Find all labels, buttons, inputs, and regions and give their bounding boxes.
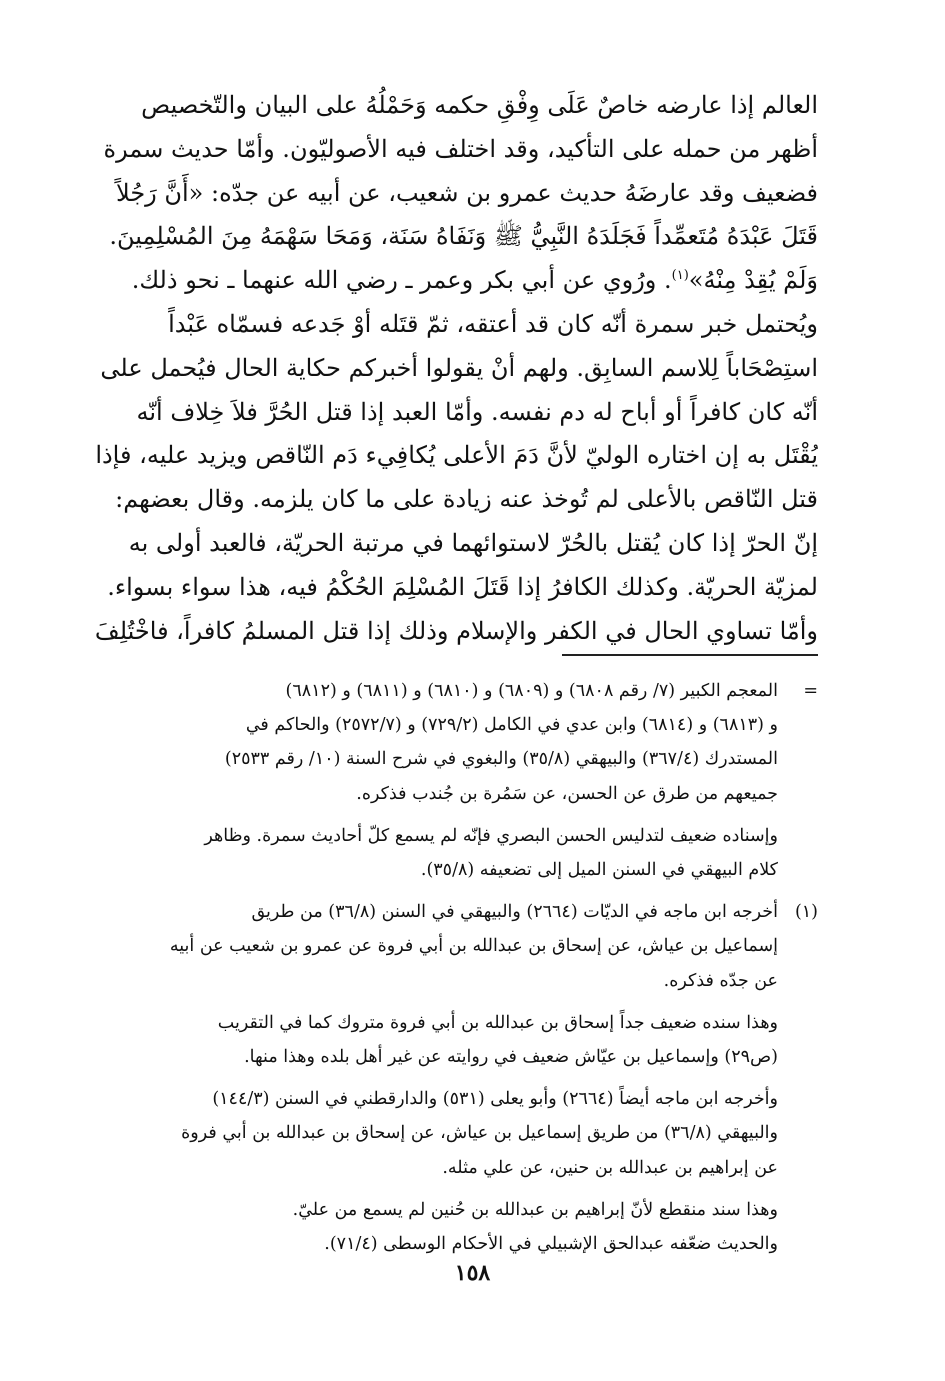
fn1-p3-line-3: عن إبراهيم بن عبدالله بن حنين، عن علي مثله.: [442, 1157, 778, 1178]
body-line-5-rest: . ورُوي عن أبي بكر وعمر ـ رضي الله عنهما ـ نحو ذلك.: [131, 266, 672, 295]
fn1-p5-line-1: والحديث ضعّفه عبدالحق الإشبيلي في الأحكام الوسطى (٧١/٤).: [324, 1234, 778, 1255]
fn1-p3-line-1: وأخرجه ابن ماجه أيضاً (٢٦٦٤) وأبو يعلى (٥٣١) والدارقطني في السنن (١٤٤/٣): [212, 1089, 778, 1110]
body-line-12: لمزيّة الحريّة. وكذلك الكافرُ إذا قَتَلَ المُسْلِمَ الحُكْمُ فيه، هذا سواء بسواء.: [107, 572, 818, 601]
body-line-13: وأمّا تساوي الحال في الكفر والإسلام وذلك إذا قتل المسلمُ كافراً، فاخْتُلِفَ: [94, 616, 818, 645]
fn-cont-line-4: جميعهم من طرق عن الحسن، عن سَمُرة بن جُندب فذكره.: [356, 783, 778, 804]
fn-cont-p2-line-1: وإسناده ضعيف لتدليس الحسن البصري فإنّه لم يسمع كلّ أحاديث سمرة. وظاهر: [204, 825, 778, 846]
body-line-5: [70, 259, 818, 303]
footnote-ref[interactable]: (١): [671, 268, 689, 284]
body-line-4: قَتَلَ عَبْدَهُ مُتَعمِّداً فَجَلَدَهُ النَّبِيُّ ﷺ وَنَفَاهُ سَنَة، وَمَحَا سَهْمَهُ مِنَ المُسْلِمِينَ.: [109, 222, 818, 251]
body-line-11: إنّ الحرّ إذا كان يُقتل بالحُرّ لاستوائهما في مرتبة الحريّة، فالعبد أولى به: [128, 528, 818, 557]
footnotes: [70, 674, 818, 1261]
body-line-9: يُقْتَل به إن اختاره الوليّ لأنَّ دَمَ الأعلى يُكافِيء دَم النّاقص ويزيد عليه، فإذا: [95, 441, 818, 470]
body-line-8: أنّه كان كافراً أو أباح له دم نفسه. وأمّا العبد إذا قتل الحُرَّ فلاَ خِلاف أنّه: [136, 397, 818, 426]
page-number: ١٥٨: [454, 1260, 491, 1286]
continuation-marker: =: [803, 681, 818, 701]
body-line-1: العالم إذا عارضه خاصٌ عَلَى وِفْقِ حكمه وَحَمْلُهُ على البيان والتّخصيص: [141, 91, 818, 119]
fn-cont-line-2: و (٦٨١٣) و (٦٨١٤) وابن عدي في الكامل (٧٢٩/٢) و (٢٥٧٢/٧) والحاكم في: [245, 715, 778, 736]
fn1-p1-line-3: عن جدّه فذكره.: [663, 970, 778, 991]
footnote-1: [70, 895, 818, 1261]
body-line-10: قتل النّاقص بالأعلى لم تُوخذ عنه زيادة على ما كان يلزمه. وقال بعضهم:: [115, 485, 818, 514]
fn1-p2-line-2: (ص٢٩) وإسماعيل بن عيّاش ضعيف في روايته عن غير أهل بلده وهذا منها.: [244, 1047, 778, 1068]
fn1-p4-line-1: وهذا سند منقطع لأنّ إبراهيم بن عبدالله بن حُنين لم يسمع من عليّ.: [292, 1199, 778, 1220]
fn-cont-p2-line-2: كلام البيهقي في السنن الميل إلى تضعيفه (٣٥/٨).: [420, 860, 778, 881]
main-text: [70, 84, 818, 653]
footnote-1-marker: (١): [794, 902, 818, 923]
footnote-separator: [562, 654, 818, 656]
fn-cont-line-1: المعجم الكبير (٧/ رقم ٦٨٠٨) و (٦٨٠٩) و (٦٨١٠) و (٦٨١١) و (٦٨١٢): [285, 681, 778, 701]
body-line-6: ويُحتمل خبر سمرة أنّه كان قد أعتقه، ثمّ قتَله أوْ جَدعه فسمّاه عَبْداً: [168, 309, 818, 338]
body-line-2: أظهر من حمله على التأكيد، وقد اختلف فيه الأصوليّون. وأمّا حديث سمرة: [103, 134, 818, 163]
fn1-p3-line-2: والبيهقي (٣٦/٨) من طريق إسماعيل بن عياش، عن إسحاق بن عبدالله بن أبي فروة: [181, 1123, 778, 1144]
footnote-continuation: [70, 674, 818, 887]
body-line-7: استِصْحَاباً لِلاسم السابِق. ولهم أنْ يقولوا أخبركم حكاية الحال فيُحمل على: [100, 353, 818, 382]
page: [70, 84, 818, 1255]
fn1-p1-line-2: إسماعيل بن عياش، عن إسحاق بن عبدالله بن أبي فروة عن عمرو بن شعيب عن أبيه: [169, 936, 778, 957]
fn1-p1-line-1: أخرجه ابن ماجه في الديّات (٢٦٦٤) والبيهقي في السنن (٣٦/٨) من طريق: [251, 902, 778, 923]
body-line-3: فضعيف وقد عارضَهُ حديث عمرو بن شعيب، عن أبيه عن جدّه: «أَنَّ رَجُلاً: [116, 178, 818, 207]
fn-cont-line-3: المستدرك (٣٦٧/٤) والبيهقي (٣٥/٨) والبغوي في شرح السنة (١٠/ رقم ٢٥٣٣): [224, 749, 778, 770]
hadith-end: وَلَمْ يُقِدْ مِنْهُ»: [688, 266, 818, 295]
fn1-p2-line-1: وهذا سنده ضعيف جداً إسحاق بن عبدالله بن أبي فروة متروك كما في التقريب: [217, 1012, 778, 1033]
